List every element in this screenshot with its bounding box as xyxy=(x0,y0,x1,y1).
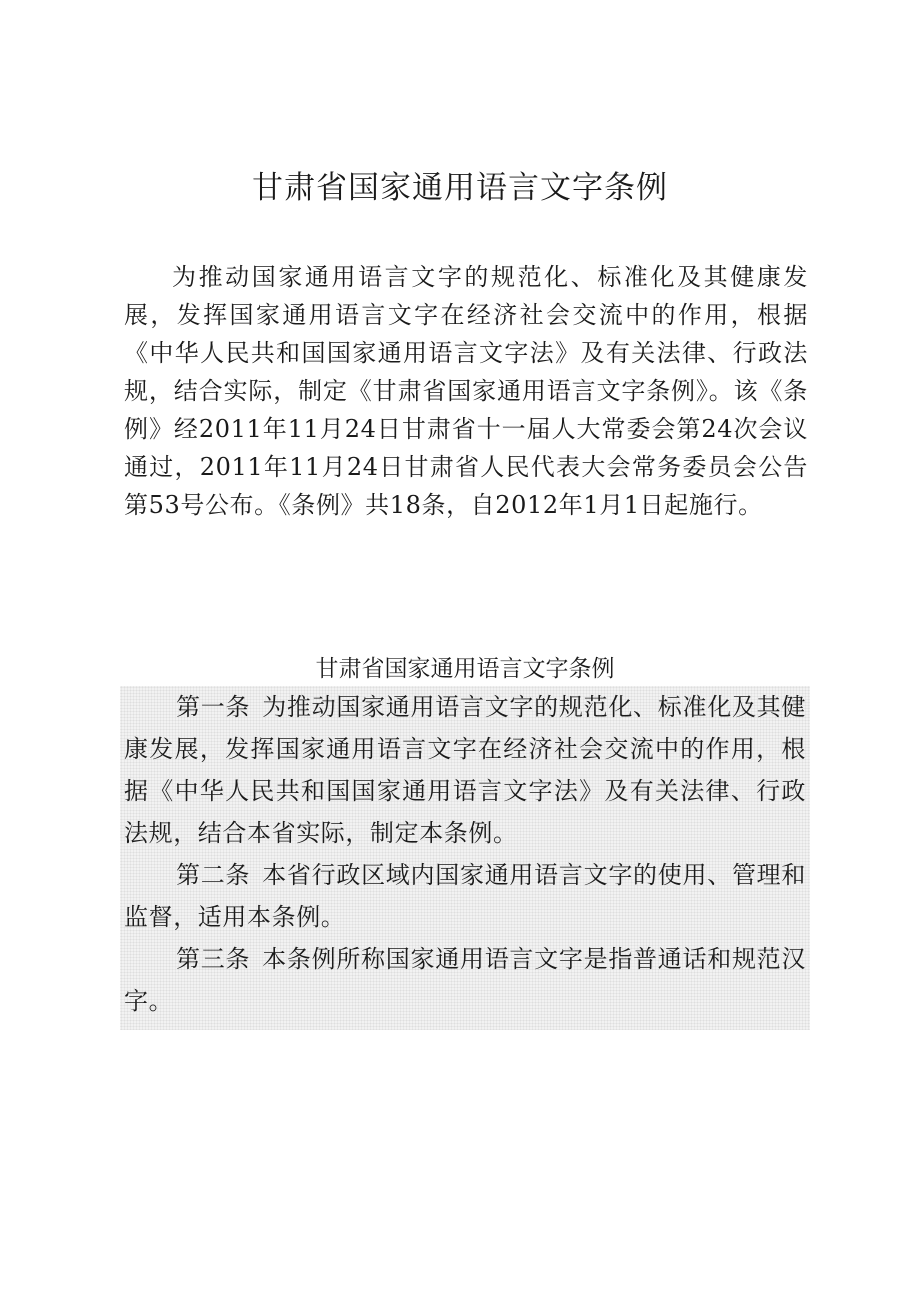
articles-block xyxy=(120,686,810,1030)
article-text: 本条例所称国家通用语言文字是指普通话和规范汉字。 xyxy=(124,945,806,1015)
intro-paragraph: 为推动国家通用语言文字的规范化、标准化及其健康发展，发挥国家通用语言文字在经济社会交流中的作用，根据《中华人民共和国国家通用语言文字法》及有关法律、行政法规，结合实际，制定《甘肃省国家通用语言文字条例》。该《条例》经2011年11月24日甘肃省十一届人大常委会第24次会议通过，2011年11月24日甘肃省人民代表大会常务委员会公告第53号公布。《条例》共18条，自2012年1月1日起施行。 xyxy=(124,263,808,519)
article-1 xyxy=(120,686,810,854)
article-number: 第二条 xyxy=(176,861,251,889)
article-text: 为推动国家通用语言文字的规范化、标准化及其健康发展，发挥国家通用语言文字在经济社会交流中的作用，根据《中华人民共和国国家通用语言文字法》及有关法律、行政法规，结合本省实际，制定本条例。 xyxy=(124,693,806,847)
article-text: 本省行政区域内国家通用语言文字的使用、管理和监督，适用本条例。 xyxy=(124,861,806,931)
article-2 xyxy=(120,854,810,938)
section-title: 甘肃省国家通用语言文字条例 xyxy=(315,656,615,682)
article-3 xyxy=(120,938,810,1022)
document-title: 甘肃省国家通用语言文字条例 xyxy=(252,170,668,206)
article-number: 第一条 xyxy=(176,693,251,721)
article-number: 第三条 xyxy=(176,945,251,973)
